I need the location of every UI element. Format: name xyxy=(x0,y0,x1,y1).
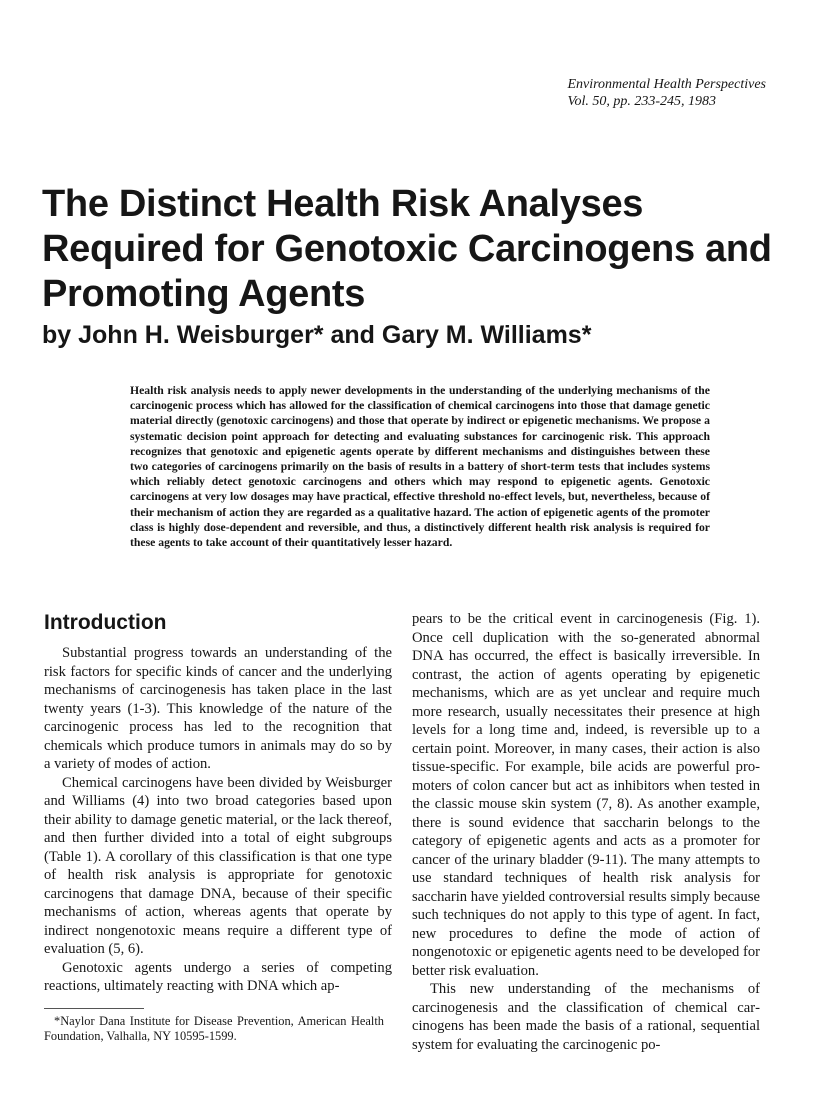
abstract: Health risk analysis needs to apply newer developments in the understanding of the underlying mechanisms of the carcinogenic process which has allowed for the classification of chemical carcinogens into those that damage genetic material directly (genotoxic carcinogens) and those that operate by indirect or epigenetic mechanisms. We propose a systematic decision point approach for detecting and evaluating substances for carcinogenic risk. This approach recognizes that genotoxic and epigenetic agents operate by different mechanisms and distinguishes between these two categories of carcinogens primarily on the basis of results in a battery of short-term tests that includes systems which reliably detect genotoxic carcinogens and others which may respond to epigenetic agents. Genotoxic carcinogens at very low dosages may have practical, effective threshold no-effect levels, but, nevertheless, because of their mechanism of action they are regarded as a qualitative hazard. The action of epigenetic agents of the promoter class is highly dose-dependent and reversible, and thus, a distinctively different health risk analysis is required for these agents to take account of their quantitatively lesser hazard. xyxy=(130,384,710,550)
intro-paragraph-2: Chemical carcinogens have been divided by Weisburger and Williams (4) into two broad categories based upon their ability to damage genetic material, or the lack thereof, and then further divided into a total of eight subgroups (Table 1). A corollary of this classification is that one type of health risk analysis is appropriate for genotoxic carcinogens that damage DNA, because of their specific mechanisms of action, whereas agents that operate by indirect nongenotoxic means require a different type of evaluation (5, 6). xyxy=(44,774,392,957)
left-column xyxy=(44,610,392,996)
article-authors: by John H. Weisburger* and Gary M. Williams* xyxy=(42,321,592,349)
intro-paragraph-5: This new understanding of the mechanisms of carcinogenesis and the classification of chemical carcinogens has been made the basis of a rational, sequential system for evaluating the carcinogenic po- xyxy=(412,981,760,1053)
section-heading-introduction: Introduction xyxy=(44,611,167,634)
journal-name: Environmental Health Perspectives xyxy=(567,77,766,92)
footnote-divider xyxy=(44,1008,144,1009)
intro-paragraph-1: Substantial progress towards an understanding of the risk factors for specific kinds of cancer and the underlying mechanisms of carcinogenesis has taken place in the last twenty years (1-3). This knowledge of the nature of the carcinogenic process has led to the recognition that chemicals which produce tumors in animals may do so by a variety of modes of action. xyxy=(44,645,392,772)
right-column xyxy=(412,610,760,1054)
affiliation-footnote: *Naylor Dana Institute for Disease Prevention, American Health Foundation, Valhalla, NY 10595-1599. xyxy=(44,1014,384,1043)
intro-paragraph-3: Genotoxic agents undergo a series of competing reactions, ultimately reacting with DNA which ap- xyxy=(44,959,392,994)
journal-citation: Vol. 50, pp. 233-245, 1983 xyxy=(567,94,717,109)
journal-header xyxy=(567,76,766,110)
article-title: The Distinct Health Risk Analyses Required for Genotoxic Carcinogens and Promoting Agents xyxy=(42,183,772,315)
intro-paragraph-4: pears to be the critical event in carcinogenesis (Fig. 1). Once cell duplication with the so-generated abnormal DNA has occurred, the effect is basically irreversible. In contrast, the action of agents operating by epigenetic mechanisms, which are as yet unclear and require much more research, usually necessitates their presence at high levels for a long time and, indeed, is reversible up to a certain point. Moreover, in many cases, their action is also tissue-specific. For example, bile acids are powerful promoters of colon cancer but act as inhibitors when tested in the classic mouse skin system (7, 8). As another example, there is sound evidence that saccharin belongs to the category of epigenetic agents and acts as a promoter for cancer of the urinary bladder (9-11). The many attempts to use standard techniques of health risk analysis for saccharin have yielded controversial results simply because such techniques do not apply to this type of agent. In fact, new procedures to define the mode of action of nongenotoxic or epigenetic agents need to be developed for better risk evaluation. xyxy=(412,611,760,979)
